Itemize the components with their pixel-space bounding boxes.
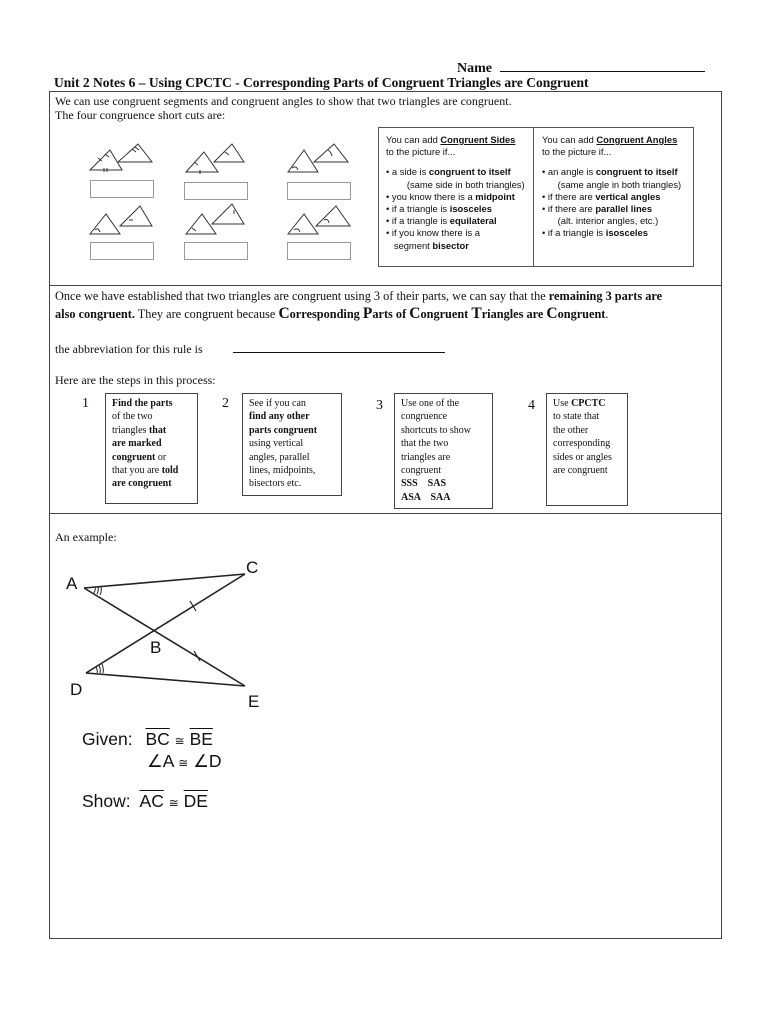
shortcut-answer-box[interactable] — [287, 182, 351, 200]
tip-item: • you know there is a midpoint — [386, 190, 515, 202]
cpctc-paragraph-2: also congruent. They are congruent because Corresponding Parts of Congruent Triangles are Congruent. — [55, 305, 609, 322]
point-label-a: A — [66, 574, 78, 593]
abbreviation-blank[interactable] — [233, 352, 445, 353]
given-statement-1: Given: $\overline{BC}$ ≅ $\overline{BE}$ — [82, 729, 213, 749]
tip-item: • if a triangle is isosceles — [542, 227, 648, 239]
tip-item: • if you know there is a — [386, 227, 480, 239]
step-number: 3 — [376, 398, 383, 413]
shortcut-answer-box[interactable] — [90, 242, 154, 260]
step-4-box: Use CPCTC to state that the other corresponding sides or angles are congruent — [546, 393, 628, 506]
angles-heading-suffix: to the picture if... — [542, 146, 612, 158]
example-label: An example: — [55, 530, 117, 544]
tip-item: • if a triangle is equilateral — [386, 215, 497, 227]
steps-intro: Here are the steps in this process: — [55, 373, 216, 387]
triangle-diagram — [186, 152, 218, 172]
congruent-sides-column — [379, 128, 539, 266]
tip-item: • if there are parallel lines — [542, 203, 653, 215]
section-divider — [49, 513, 721, 514]
name-blank-line[interactable] — [500, 58, 705, 72]
tip-item: • if a triangle is isosceles — [386, 203, 492, 215]
show-statement: Show: $\overline{AC}$ ≅ $\overline{DE}$ — [82, 791, 208, 811]
point-label-b: B — [150, 638, 162, 657]
section-divider — [49, 285, 721, 286]
tip-item: segment bisector — [386, 239, 469, 251]
step-number: 1 — [82, 396, 89, 411]
step-2-box: See if you can find any other parts congruent using vertical angles, parallel lines, midpoints, bisectors etc. — [242, 393, 342, 496]
sides-heading-suffix: to the picture if... — [386, 146, 456, 158]
angles-list — [542, 166, 693, 239]
angle-mark — [100, 587, 101, 595]
intro-line-2: The four congruence short cuts are: — [55, 108, 226, 122]
tip-item: (same side in both triangles) — [386, 178, 525, 190]
segment-de — [86, 673, 245, 686]
congruence-tips-box — [378, 127, 694, 267]
sides-list — [386, 166, 539, 251]
point-label-d: D — [70, 680, 83, 699]
triangle-diagram — [316, 206, 350, 226]
step-number: 4 — [528, 398, 535, 413]
angle-mark — [96, 667, 97, 673]
tip-item: • a side is congruent to itself — [386, 166, 511, 178]
triangle-diagram — [90, 150, 122, 170]
segment-dc — [86, 574, 245, 673]
triangle-diagram — [118, 144, 152, 162]
triangle-diagram — [212, 204, 244, 224]
congruent-angles-column — [533, 128, 693, 266]
triangle-diagram — [288, 214, 318, 234]
angle-mark — [97, 587, 98, 594]
shortcut-answer-box[interactable] — [287, 242, 351, 260]
tip-item: (alt. interior angles, etc.) — [542, 215, 659, 227]
angle-mark — [99, 665, 100, 673]
segment-ac — [84, 574, 245, 588]
step-3-box: Use one of the congruence shortcuts to show that the two triangles are congruent SSS SAS ASA SAA — [394, 393, 493, 509]
angles-heading: You can add Congruent Angles — [542, 134, 678, 145]
triangle-diagram — [214, 144, 244, 162]
point-label-e: E — [248, 692, 260, 711]
point-label-c: C — [246, 558, 259, 577]
name-label: Name — [457, 61, 492, 76]
angle-mark — [102, 664, 103, 673]
step-1-box: Find the parts of the two triangles that are marked congruent or that you are told are congruent — [105, 393, 198, 504]
shortcut-answer-box[interactable] — [184, 242, 248, 260]
segment-ae — [84, 588, 245, 686]
intro-line-1: We can use congruent segments and congruent angles to show that two triangles are congruent. — [55, 94, 512, 108]
example-diagram — [60, 555, 280, 715]
tip-item: (same angle in both triangles) — [542, 178, 682, 190]
triangle-diagram — [90, 214, 120, 234]
triangle-diagram — [288, 150, 318, 172]
tip-item: • if there are vertical angles — [542, 190, 661, 202]
shortcut-answer-box[interactable] — [90, 180, 154, 198]
abbreviation-prompt: the abbreviation for this rule is — [55, 342, 203, 356]
tip-item: • an angle is congruent to itself — [542, 166, 678, 178]
given-statement-2: ∠A ≅ ∠D — [147, 751, 222, 771]
shortcut-answer-box[interactable] — [184, 182, 248, 200]
step-number: 2 — [222, 396, 229, 411]
triangle-diagram — [120, 206, 152, 226]
sides-heading: You can add Congruent Sides — [386, 134, 516, 145]
cpctc-paragraph-1: Once we have established that two triangles are congruent using 3 of their parts, we can say that the remaining 3 parts are — [55, 289, 663, 303]
page-title: Unit 2 Notes 6 – Using CPCTC - Corresponding Parts of Congruent Triangles are Congruent — [54, 75, 589, 90]
